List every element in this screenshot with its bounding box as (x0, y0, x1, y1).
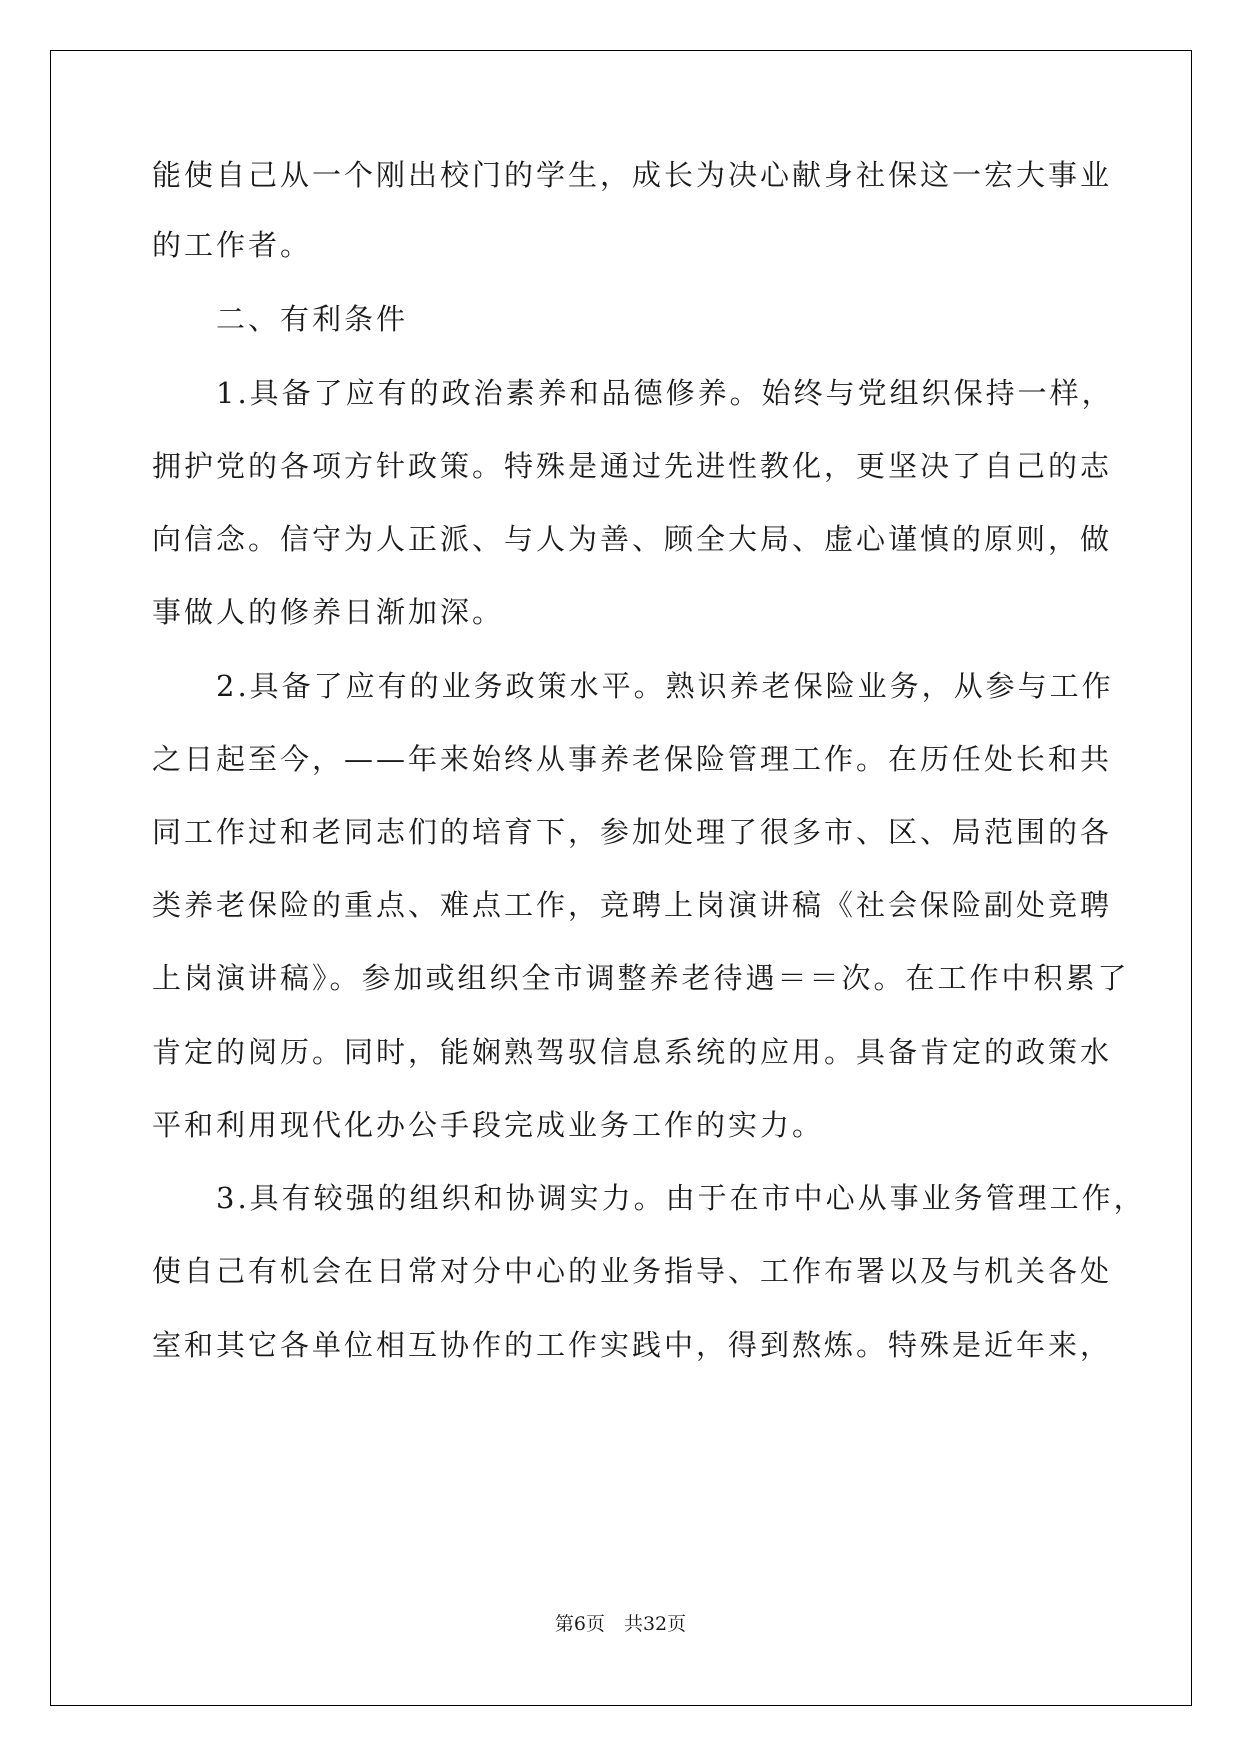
section-heading: 二、有利条件 (152, 302, 409, 336)
text-line: 上岗演讲稿》。参加或组织全市调整养老待遇＝＝次。在工作中积累了 (152, 961, 1130, 995)
text-line: 肯定的阅历。同时，能娴熟驾驭信息系统的应用。具备肯定的政策水 (152, 1035, 1113, 1069)
text-line: 同工作过和老同志们的培育下，参加处理了很多市、区、局范围的各 (152, 815, 1113, 849)
text-line: 3.具有较强的组织和协调实力。由于在市中心从事业务管理工作， (152, 1181, 1146, 1215)
text-line: 室和其它各单位相互协作的工作实践中，得到熬炼。特殊是近年来， (152, 1328, 1113, 1362)
text-line: 类养老保险的重点、难点工作，竞聘上岗演讲稿《社会保险副处竞聘 (152, 888, 1113, 922)
text-line: 之日起至今，——年来始终从事养老保险管理工作。在历任处长和共 (152, 742, 1113, 776)
page-border (50, 50, 1192, 1706)
text-line: 的工作者。 (152, 228, 313, 262)
text-line: 使自己有机会在日常对分中心的业务指导、工作布署以及与机关各处 (152, 1254, 1113, 1288)
text-line: 向信念。信守为人正派、与人为善、顾全大局、虚心谨慎的原则，做 (152, 522, 1113, 556)
text-line: 拥护党的各项方针政策。特殊是通过先进性教化，更坚决了自己的志 (152, 449, 1113, 483)
text-line: 1.具备了应有的政治素养和品德修养。始终与党组织保持一样， (152, 376, 1114, 410)
page-number: 第6页 共32页 (554, 1613, 687, 1635)
text-line: 事做人的修养日渐加深。 (152, 595, 505, 629)
text-line: 2.具备了应有的业务政策水平。熟识养老保险业务，从参与工作 (152, 669, 1114, 703)
text-line: 能使自己从一个刚出校门的学生，成长为决心献身社保这一宏大事业 (152, 158, 1113, 192)
text-line: 平和利用现代化办公手段完成业务工作的实力。 (152, 1108, 825, 1142)
